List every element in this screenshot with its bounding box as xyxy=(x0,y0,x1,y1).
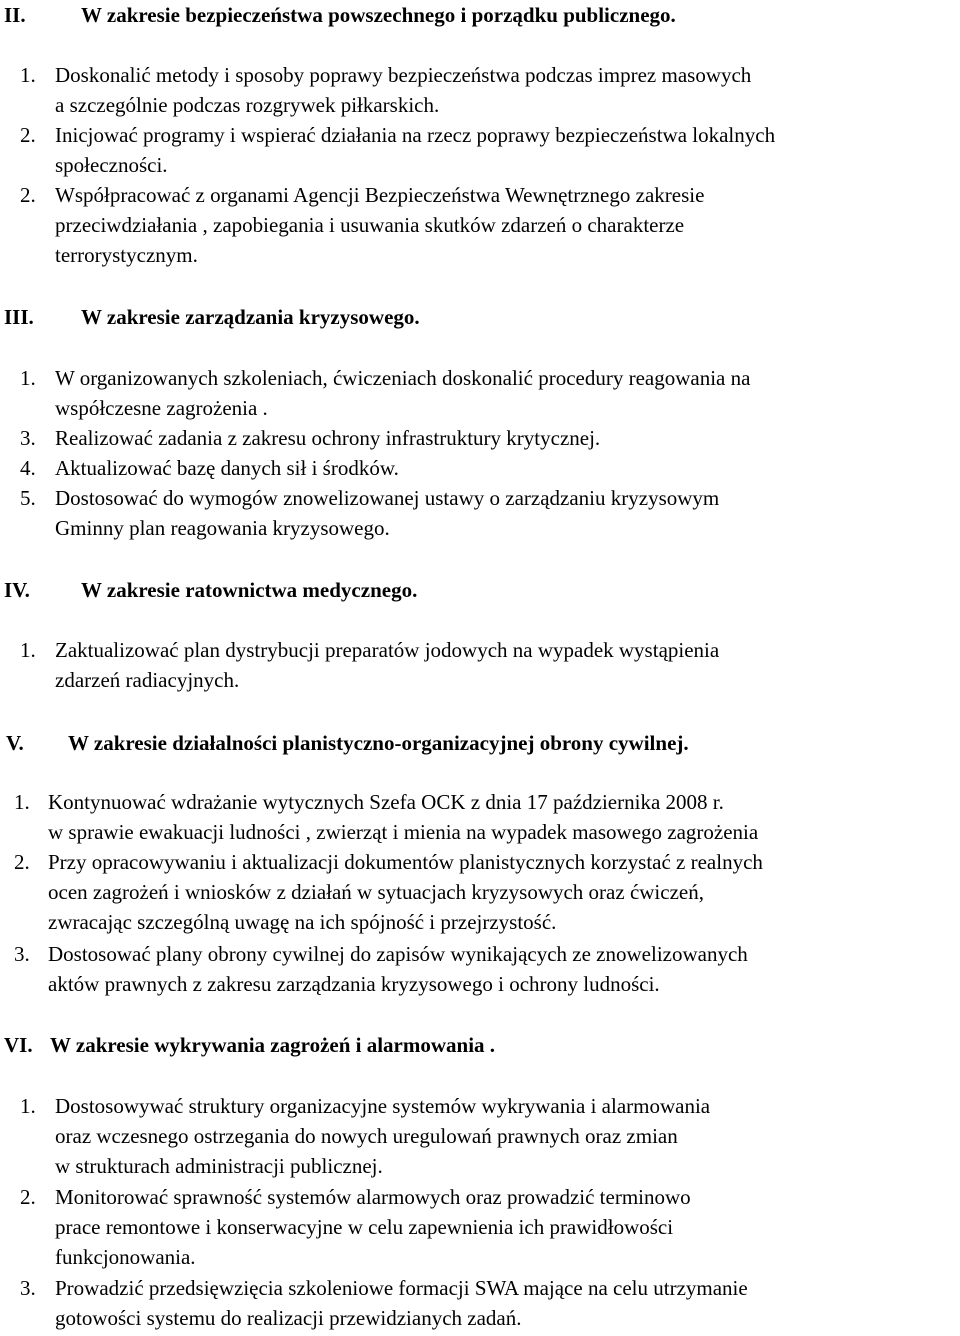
item-text: oraz wczesnego ostrzegania do nowych uregulowań prawnych oraz zmian xyxy=(55,1124,678,1148)
item-text: Inicjować programy i wspierać działania na rzecz poprawy bezpieczeństwa lokalnych xyxy=(55,123,776,147)
item-number: 1. xyxy=(20,63,36,87)
item-text: gotowości systemu do realizacji przewidzianych zadań. xyxy=(55,1306,522,1330)
item-text: społeczności. xyxy=(55,153,168,177)
section-title: W zakresie działalności planistyczno-organizacyjnej obrony cywilnej. xyxy=(68,731,689,755)
section-number: V. xyxy=(6,731,24,755)
section-title: W zakresie ratownictwa medycznego. xyxy=(81,578,418,602)
item-number: 4. xyxy=(20,456,36,480)
item-text: ocen zagrożeń i wniosków z działań w sytuacjach kryzysowych oraz ćwiczeń, xyxy=(48,880,704,904)
item-text: terrorystycznym. xyxy=(55,243,198,267)
item-text: Zaktualizować plan dystrybucji preparatów jodowych na wypadek wystąpienia xyxy=(55,638,720,662)
item-number: 1. xyxy=(20,1094,36,1118)
item-text: Gminny plan reagowania kryzysowego. xyxy=(55,516,390,540)
item-text: Doskonalić metody i sposoby poprawy bezpieczeństwa podczas imprez masowych xyxy=(55,63,752,87)
item-text: Prowadzić przedsięwzięcia szkoleniowe formacji SWA mające na celu utrzymanie xyxy=(55,1276,748,1300)
item-number: 1. xyxy=(20,638,36,662)
item-number: 5. xyxy=(20,486,36,510)
item-text: Dostosować plany obrony cywilnej do zapisów wynikających ze znowelizowanych xyxy=(48,942,748,966)
item-number: 2. xyxy=(20,183,36,207)
item-text: Dostosowywać struktury organizacyjne systemów wykrywania i alarmowania xyxy=(55,1094,711,1118)
item-number: 1. xyxy=(20,366,36,390)
item-text: aktów prawnych z zakresu zarządzania kryzysowego i ochrony ludności. xyxy=(48,972,660,996)
item-text: Dostosować do wymogów znowelizowanej ustawy o zarządzaniu kryzysowym xyxy=(55,486,720,510)
item-text: prace remontowe i konserwacyjne w celu zapewnienia ich prawidłowości xyxy=(55,1215,674,1239)
item-number: 3. xyxy=(20,1276,36,1300)
section-title: W zakresie zarządzania kryzysowego. xyxy=(81,305,420,329)
item-text: Współpracować z organami Agencji Bezpieczeństwa Wewnętrznego zakresie xyxy=(55,183,705,207)
item-text: funkcjonowania. xyxy=(55,1245,196,1269)
item-number: 2. xyxy=(14,850,30,874)
section-title: W zakresie wykrywania zagrożeń i alarmowania . xyxy=(50,1033,496,1057)
item-number: 3. xyxy=(20,426,36,450)
item-text: Przy opracowywaniu i aktualizacji dokumentów planistycznych korzystać z realnych xyxy=(48,850,763,874)
item-number: 3. xyxy=(14,942,30,966)
item-text: Realizować zadania z zakresu ochrony infrastruktury krytycznej. xyxy=(55,426,601,450)
section-number: IV. xyxy=(4,578,30,602)
item-text: zdarzeń radiacyjnych. xyxy=(55,668,240,692)
item-number: 1. xyxy=(14,790,30,814)
item-number: 2. xyxy=(20,1185,36,1209)
item-text: Aktualizować bazę danych sił i środków. xyxy=(55,456,399,480)
section-number: III. xyxy=(4,305,34,329)
item-text: w strukturach administracji publicznej. xyxy=(55,1154,383,1178)
item-text: Kontynuować wdrażanie wytycznych Szefa OCK z dnia 17 października 2008 r. xyxy=(48,790,724,814)
item-text: zwracając szczególną uwagę na ich spójność i przejrzystość. xyxy=(48,910,557,934)
item-text: W organizowanych szkoleniach, ćwiczeniach doskonalić procedury reagowania na xyxy=(55,366,751,390)
item-text: w sprawie ewakuacji ludności , zwierząt i mienia na wypadek masowego zagrożenia xyxy=(48,820,759,844)
section-number: VI. xyxy=(4,1033,33,1057)
section-title: W zakresie bezpieczeństwa powszechnego i porządku publicznego. xyxy=(81,3,676,27)
item-text: współczesne zagrożenia . xyxy=(55,396,268,420)
item-text: Monitorować sprawność systemów alarmowych oraz prowadzić terminowo xyxy=(55,1185,691,1209)
item-number: 2. xyxy=(20,123,36,147)
section-number: II. xyxy=(4,3,26,27)
item-text: przeciwdziałania , zapobiegania i usuwania skutków zdarzeń o charakterze xyxy=(55,213,685,237)
item-text: a szczególnie podczas rozgrywek piłkarskich. xyxy=(55,93,440,117)
